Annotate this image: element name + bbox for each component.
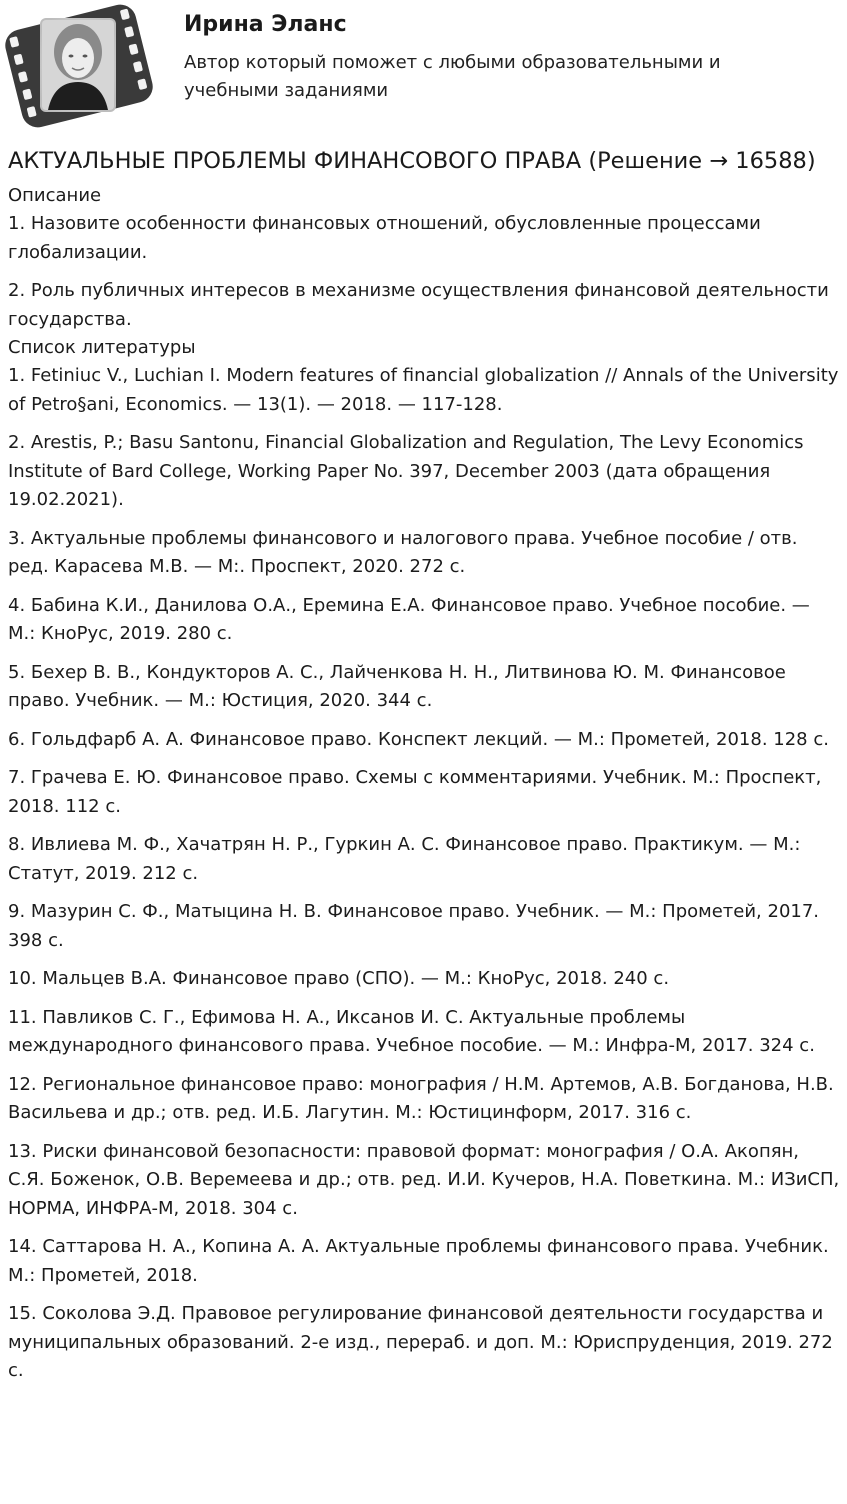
literature-item: 6. Гольдфарб А. А. Финансовое право. Конспект лекций. — М.: Прометей, 2018. 128 с. bbox=[8, 728, 829, 750]
literature-item: 10. Мальцев В.А. Финансовое право (СПО). — М.: КноРус, 2018. 240 с. bbox=[8, 968, 670, 989]
literature-item: 4. Бабина К.И., Данилова О.А., Еремина Е.А. Финансовое право. Учебное пособие. — М.: КноРус, 2019. 280 с. bbox=[8, 594, 810, 644]
literature-item: 3. Актуальные проблемы финансового и налогового права. Учебное пособие / отв. ред. Карасева М.В. — М:. Проспект, 2020. 272 с. bbox=[8, 527, 798, 577]
author-header bbox=[0, 0, 847, 140]
description-item: 2. Роль публичных интересов в механизме осуществления финансовой деятельности государства. bbox=[8, 280, 829, 330]
author-description: Автор который поможет с любыми образовательными и учебными заданиями bbox=[184, 52, 721, 101]
literature-label: Список литературы bbox=[8, 337, 196, 358]
literature-item: 1. Fetiniuc V., Luchian I. Modern features of financial globalization // Annals of the University of Petro§ani, Economics. — 13(1). — 2018. — 117-128. bbox=[8, 365, 839, 415]
literature-item: 14. Саттарова Н. А., Копина А. А. Актуальные проблемы финансового права. Учебник. М.: Прометей, 2018. bbox=[8, 1236, 829, 1286]
literature-item: 13. Риски финансовой безопасности: правовой формат: монография / О.А. Акопян, С.Я. Боженок, О.В. Веремеева и др.; отв. ред. И.И. Кучеров, Н.А. Поветкина. М.: ИЗиСП, НОРМА, ИНФРА-М, 2018. 304 с. bbox=[8, 1140, 840, 1219]
literature-item: 11. Павликов С. Г., Ефимова Н. А., Иксанов И. С. Актуальные проблемы международного финансового права. Учебное пособие. — М.: Инфра-М, 2017. 324 с. bbox=[8, 1006, 815, 1056]
document-body bbox=[8, 146, 840, 1386]
literature-list bbox=[8, 362, 840, 1386]
description-label: Описание bbox=[8, 185, 102, 206]
literature-item: 5. Бехер В. В., Кондукторов А. С., Лайченкова Н. Н., Литвинова Ю. М. Финансовое право. Учебник. — М.: Юстиция, 2020. 344 с. bbox=[8, 661, 786, 711]
literature-item: 9. Мазурин С. Ф., Матыцина Н. В. Финансовое право. Учебник. — М.: Прометей, 2017. 398 с. bbox=[8, 901, 820, 951]
author-avatar bbox=[4, 4, 154, 128]
literature-item: 15. Соколова Э.Д. Правовое регулирование финансовой деятельности государства и муниципальных образований. 2-е изд., перераб. и доп. М.: Юриспруденция, 2019. 272 с. bbox=[8, 1303, 833, 1381]
literature-item: 2. Arestis, P.; Basu Santonu, Financial Globalization and Regulation, The Levy Economics Institute of Bard College, Working Paper No. 397, December 2003 (дата обращения 19.02.2021). bbox=[8, 432, 804, 510]
literature-item: 8. Ивлиева М. Ф., Хачатрян Н. Р., Гуркин А. С. Финансовое право. Практикум. — М.: Статут, 2019. 212 с. bbox=[8, 834, 801, 884]
description-item: 1. Назовите особенности финансовых отношений, обусловленные процессами глобализации. bbox=[8, 213, 761, 263]
description-list bbox=[8, 210, 840, 334]
document-title: АКТУАЛЬНЫЕ ПРОБЛЕМЫ ФИНАНСОВОГО ПРАВА (Решение → 16588) bbox=[8, 148, 816, 174]
film-frame-avatar-icon bbox=[4, 4, 154, 128]
literature-item: 12. Региональное финансовое право: монография / Н.М. Артемов, А.В. Богданова, Н.В. Васильева и др.; отв. ред. И.Б. Лагутин. М.: Юстицинформ, 2017. 316 с. bbox=[8, 1073, 834, 1123]
author-name: Ирина Эланс bbox=[184, 12, 347, 37]
literature-item: 7. Грачева Е. Ю. Финансовое право. Схемы с комментариями. Учебник. М.: Проспект, 2018. 112 с. bbox=[8, 767, 822, 817]
